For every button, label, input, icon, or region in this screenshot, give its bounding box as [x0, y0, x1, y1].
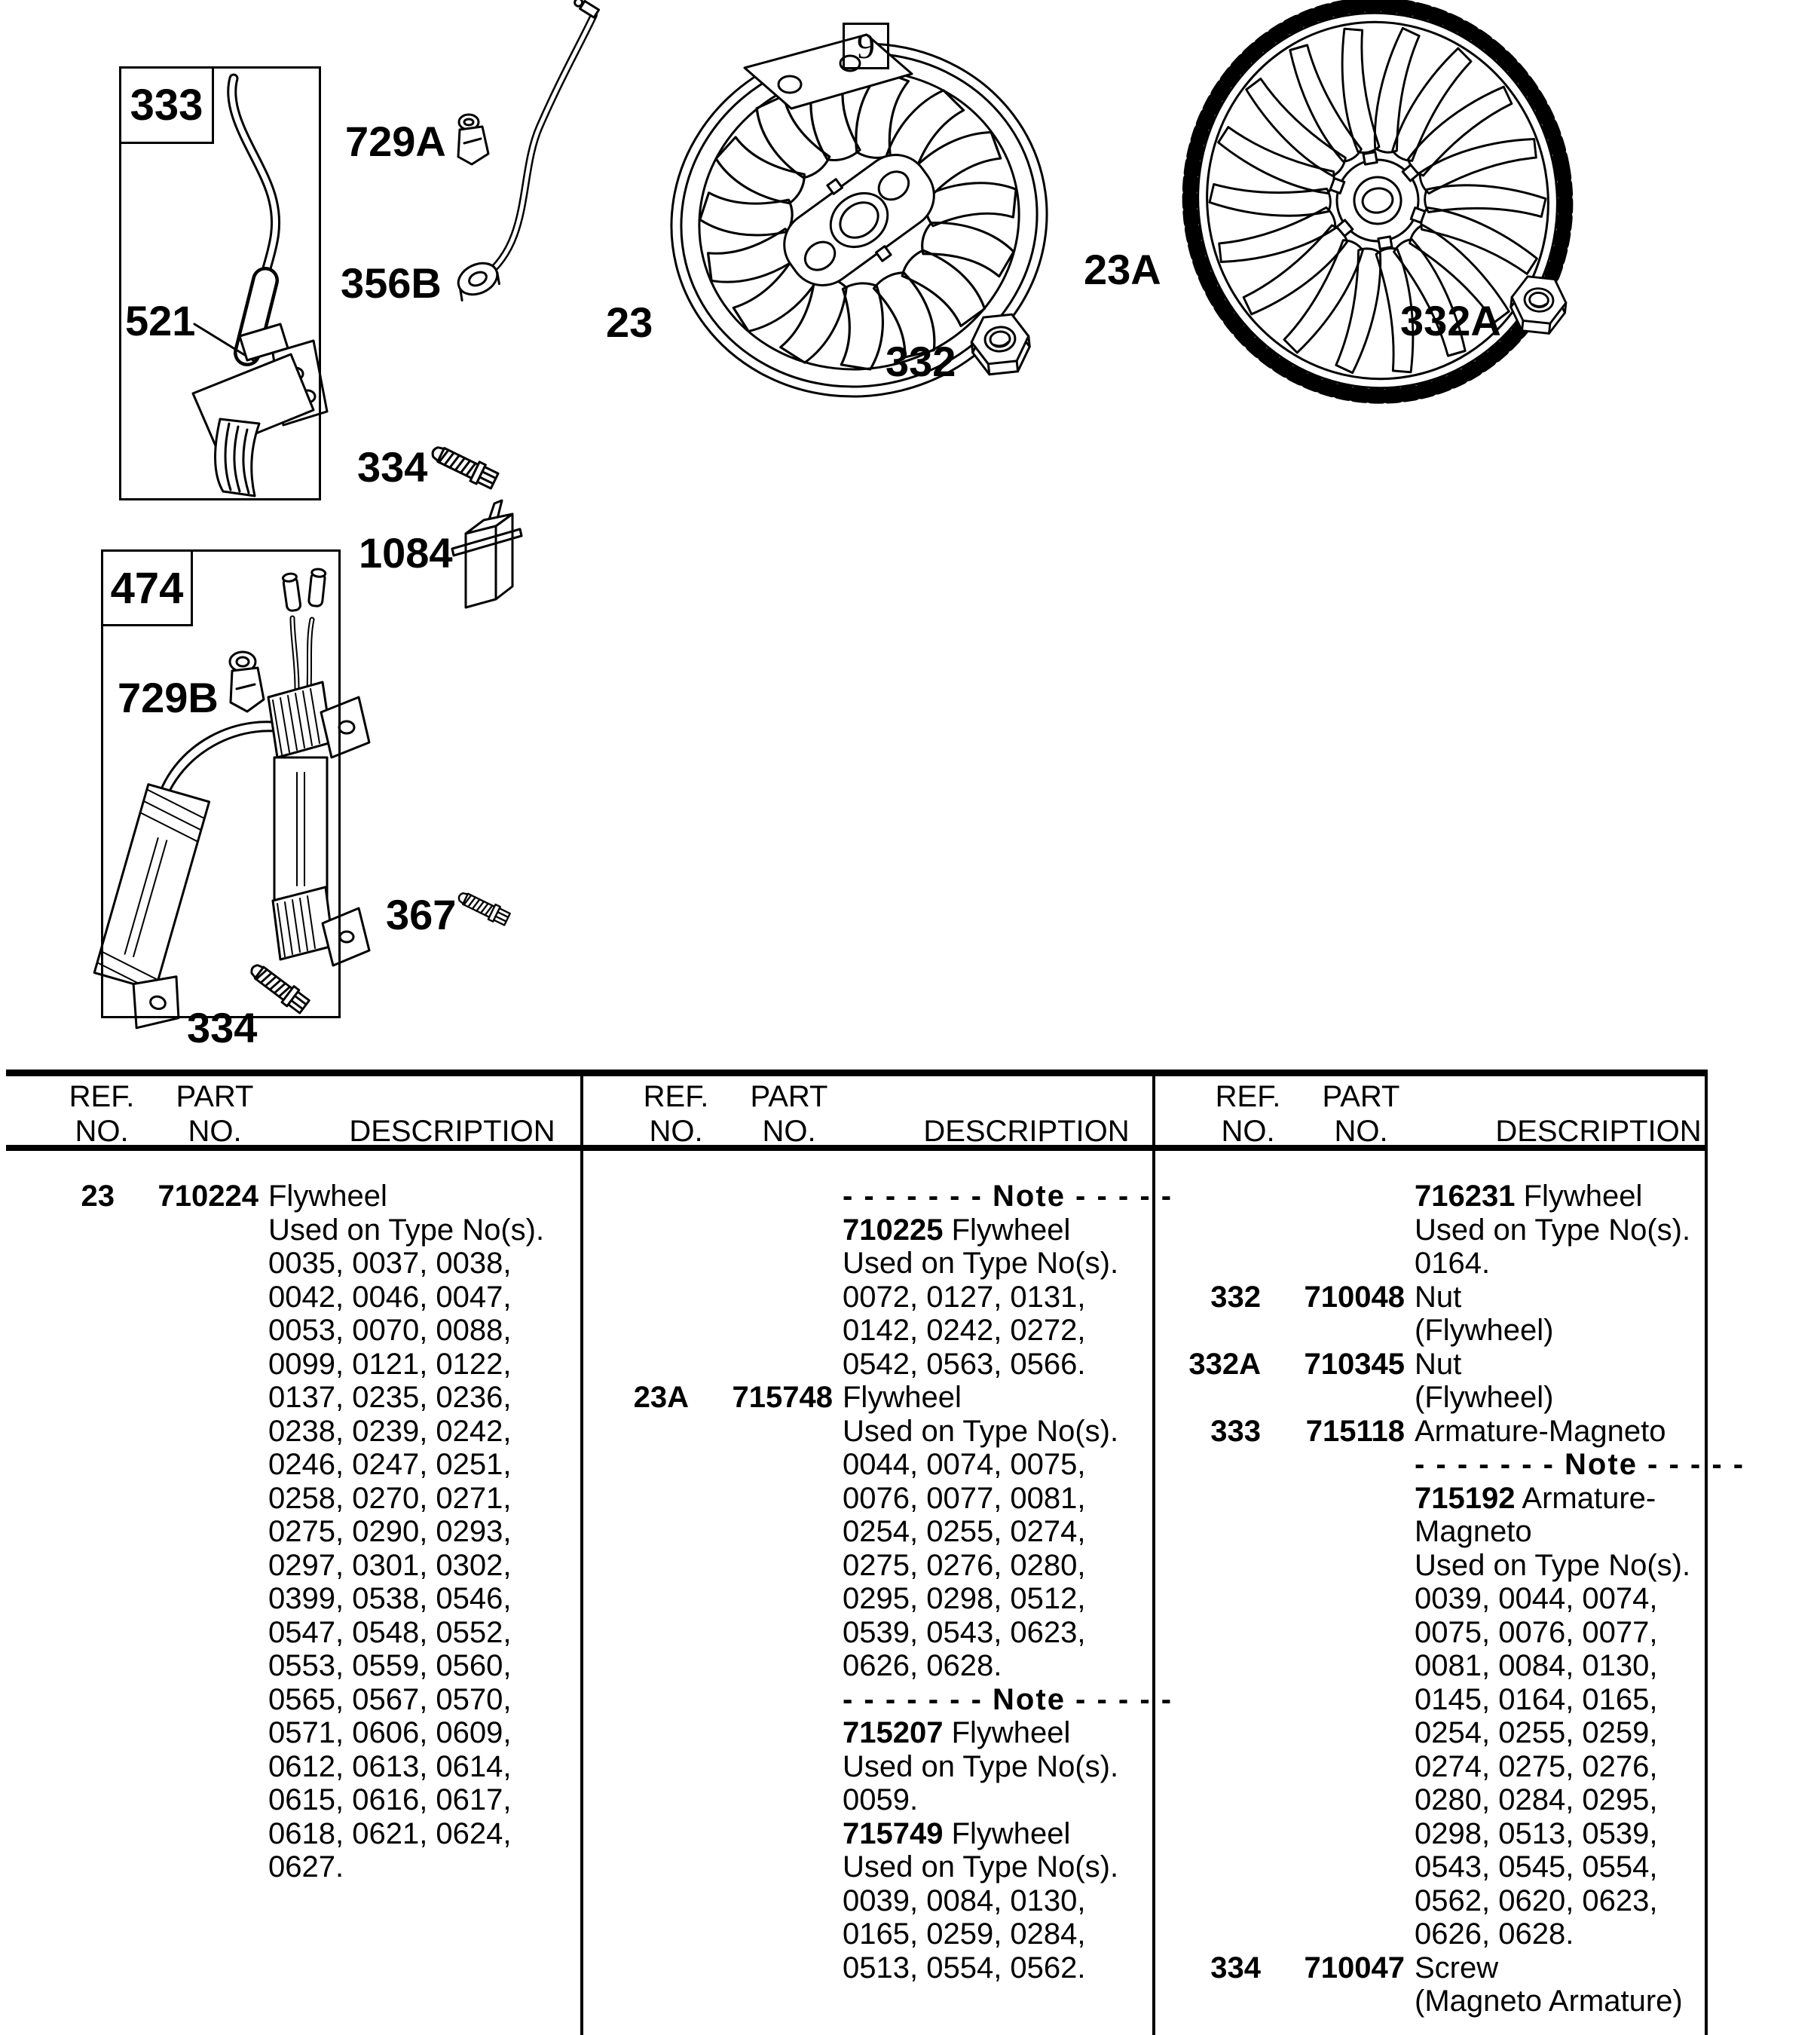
table-line	[6, 1247, 575, 1281]
table-line	[1152, 1314, 1721, 1348]
parts-table-column-2	[580, 1180, 1173, 1985]
description-text: 0254, 0255, 0274,	[843, 1515, 1086, 1548]
table-line	[580, 1716, 1149, 1750]
description-text: 0142, 0242, 0272,	[843, 1314, 1086, 1347]
description-text: 0615, 0616, 0617,	[268, 1783, 512, 1816]
table-line	[580, 1415, 1149, 1449]
table-line	[1152, 1683, 1721, 1717]
parts-table-column-3	[1152, 1180, 1745, 2018]
table-line	[1152, 1381, 1721, 1415]
description-text: Nut	[1415, 1280, 1462, 1314]
description-text: 0072, 0127, 0131,	[843, 1280, 1086, 1314]
table-line	[6, 1649, 575, 1683]
description-text: 715207 Flywheel	[843, 1716, 1071, 1749]
description-text: 0275, 0276, 0280,	[843, 1548, 1086, 1582]
part-no: 710048	[1304, 1280, 1405, 1314]
table-line	[1152, 1582, 1721, 1616]
table-line	[580, 1817, 1149, 1851]
table-line	[580, 1482, 1149, 1516]
group-box-333	[119, 66, 321, 500]
table-line	[1152, 1281, 1721, 1314]
description-text: (Magneto Armature)	[1415, 1985, 1683, 2018]
part-no: 710224	[158, 1180, 258, 1213]
table-line	[580, 1281, 1149, 1314]
connector-1084-illustration	[452, 500, 522, 607]
description-text: 0513, 0554, 0562.	[843, 1951, 1086, 1985]
part-no: 715118	[1305, 1414, 1405, 1448]
description-text: 0039, 0084, 0130,	[843, 1884, 1086, 1917]
callout-1084: 1084	[359, 529, 453, 577]
description-text: - - - - - - - Note - - - - -	[843, 1180, 1173, 1213]
description-text: Used on Type No(s).	[1415, 1213, 1691, 1247]
ref-no: 23	[81, 1180, 115, 1213]
table-line	[1152, 1750, 1721, 1784]
description-text: 0039, 0044, 0074,	[1415, 1582, 1658, 1615]
table-line	[6, 1448, 575, 1482]
table-line	[1152, 1348, 1721, 1382]
ref-no: 334	[1210, 1951, 1261, 1985]
table-line	[6, 1348, 575, 1382]
header-desc-col1: DESCRIPTION	[349, 1115, 555, 1148]
description-text: 710225 Flywheel	[843, 1213, 1071, 1247]
table-line	[1152, 1482, 1721, 1516]
ref-no: 332	[1210, 1280, 1261, 1314]
callout-332a: 332A	[1400, 297, 1501, 344]
table-line	[580, 1750, 1149, 1784]
description-text: 0076, 0077, 0081,	[843, 1481, 1086, 1515]
description-text: 0059.	[843, 1783, 919, 1816]
table-line	[580, 1180, 1173, 1213]
description-text: 715749 Flywheel	[843, 1816, 1071, 1850]
callout-521: 521	[125, 297, 196, 344]
description-text: 0145, 0164, 0165,	[1415, 1682, 1658, 1716]
table-line	[1152, 1515, 1721, 1549]
screw-367-illustration	[456, 889, 511, 927]
description-text: 0627.	[268, 1850, 344, 1884]
description-text: 0539, 0543, 0623,	[843, 1615, 1086, 1649]
callout-729b: 729B	[118, 674, 219, 721]
description-text: Armature-Magneto	[1415, 1414, 1666, 1448]
description-text: Flywheel	[843, 1381, 962, 1414]
description-text: Flywheel	[268, 1180, 387, 1213]
table-line	[580, 1549, 1149, 1583]
header-part-col2: PART NO.	[750, 1080, 828, 1148]
table-line	[580, 1616, 1149, 1650]
description-text: Used on Type No(s).	[1415, 1548, 1691, 1582]
description-text: Used on Type No(s).	[843, 1749, 1119, 1783]
description-text: 0042, 0046, 0047,	[268, 1280, 512, 1314]
description-text: 0553, 0559, 0560,	[268, 1649, 512, 1682]
table-line	[1152, 1448, 1745, 1482]
group-box-474-label	[101, 549, 193, 626]
description-text: 0035, 0037, 0038,	[268, 1247, 512, 1280]
table-line	[1152, 1985, 1721, 2018]
description-text: 0075, 0076, 0077,	[1415, 1615, 1658, 1649]
description-text: 0399, 0538, 0546,	[268, 1582, 512, 1615]
table-line	[580, 1381, 1149, 1415]
flywheel-23a-illustration	[1159, 0, 1597, 426]
table-line	[1152, 1616, 1721, 1650]
table-line	[1152, 1213, 1721, 1247]
table-line	[6, 1783, 575, 1817]
table-line	[6, 1549, 575, 1583]
table-line	[6, 1582, 575, 1616]
callout-23a: 23A	[1084, 246, 1161, 293]
description-text: 0612, 0613, 0614,	[268, 1749, 512, 1783]
header-desc-col3: DESCRIPTION	[1495, 1115, 1702, 1148]
description-text: 0246, 0247, 0251,	[268, 1448, 512, 1481]
description-text: 0099, 0121, 0122,	[268, 1347, 512, 1381]
table-line	[1152, 1549, 1721, 1583]
description-text: 0295, 0298, 0512,	[843, 1582, 1086, 1615]
table-line	[580, 1850, 1149, 1884]
table-line	[580, 1314, 1149, 1348]
table-line	[6, 1817, 575, 1851]
table-line	[1152, 1850, 1721, 1884]
header-desc-col2: DESCRIPTION	[923, 1115, 1130, 1148]
description-text: 0274, 0275, 0276,	[1415, 1749, 1658, 1783]
description-text: 0137, 0235, 0236,	[268, 1381, 512, 1414]
callout-333: 333	[130, 81, 203, 130]
description-text: 0571, 0606, 0609,	[268, 1716, 512, 1749]
description-text: 0626, 0628.	[1415, 1917, 1574, 1951]
header-ref-col3: REF. NO.	[1215, 1080, 1281, 1148]
table-line	[580, 1247, 1149, 1281]
part-no: 715748	[732, 1381, 833, 1414]
table-line	[1152, 1917, 1721, 1951]
table-line	[580, 1951, 1149, 1985]
description-text: Screw	[1415, 1951, 1499, 1985]
table-line	[6, 1415, 575, 1449]
table-line	[1152, 1180, 1721, 1213]
table-line	[580, 1582, 1149, 1616]
table-line	[1152, 1247, 1721, 1281]
group-box-474	[101, 549, 341, 1018]
description-text: 0044, 0074, 0075,	[843, 1448, 1086, 1481]
callout-9: 9	[857, 26, 875, 66]
description-text: 0238, 0239, 0242,	[268, 1414, 512, 1448]
description-text: 0297, 0301, 0302,	[268, 1548, 512, 1582]
part-no: 710047	[1304, 1951, 1405, 1985]
description-text: (Flywheel)	[1415, 1314, 1554, 1347]
table-top-rule	[6, 1070, 1706, 1076]
description-text: Magneto	[1415, 1515, 1532, 1548]
callout-356b: 356B	[341, 259, 442, 307]
table-line	[6, 1616, 575, 1650]
table-line	[580, 1213, 1149, 1247]
table-line	[6, 1213, 575, 1247]
table-line	[580, 1649, 1149, 1683]
ref-no: 333	[1210, 1414, 1261, 1448]
description-text: 0543, 0545, 0554,	[1415, 1850, 1658, 1884]
parts-table-column-1	[6, 1180, 575, 1884]
table-line	[580, 1884, 1149, 1918]
callout-367: 367	[386, 891, 457, 938]
description-text: 0626, 0628.	[843, 1649, 1002, 1682]
table-line	[1152, 1415, 1721, 1449]
description-text: 0562, 0620, 0623,	[1415, 1884, 1658, 1917]
group-box-333-label	[119, 66, 214, 144]
description-text: 716231 Flywheel	[1415, 1180, 1643, 1213]
header-part-col3: PART NO.	[1322, 1080, 1400, 1148]
header-ref-col1: REF. NO.	[69, 1080, 135, 1148]
description-text: (Flywheel)	[1415, 1381, 1554, 1414]
description-text: 0254, 0255, 0259,	[1415, 1716, 1658, 1749]
callout-332: 332	[886, 338, 956, 385]
table-line	[580, 1783, 1149, 1817]
callout-9-keybox	[843, 23, 889, 69]
description-text: 0542, 0563, 0566.	[843, 1347, 1086, 1381]
table-line	[580, 1682, 1173, 1717]
description-text: 0275, 0290, 0293,	[268, 1515, 512, 1548]
header-ref-col2: REF. NO.	[643, 1080, 709, 1148]
callout-474: 474	[110, 563, 184, 613]
description-text: 0565, 0567, 0570,	[268, 1682, 512, 1716]
description-text: 0164.	[1415, 1247, 1491, 1280]
description-text: 0618, 0621, 0624,	[268, 1816, 512, 1850]
table-line	[1152, 1951, 1721, 1985]
description-text: - - - - - - - Note - - - - -	[843, 1682, 1173, 1716]
callout-23: 23	[606, 298, 653, 346]
ref-no: 23A	[633, 1381, 689, 1414]
table-line	[6, 1716, 575, 1750]
table-line	[1152, 1716, 1721, 1750]
screw-334-top-illustration	[429, 442, 500, 491]
table-line	[1152, 1817, 1721, 1851]
callout-334-top: 334	[357, 443, 428, 491]
table-line	[6, 1381, 575, 1415]
callout-334-bottom: 334	[187, 1004, 258, 1051]
table-line	[6, 1281, 575, 1314]
table-line	[1152, 1783, 1721, 1817]
table-line	[6, 1482, 575, 1516]
table-line	[580, 1515, 1149, 1549]
description-text: Used on Type No(s).	[268, 1213, 545, 1247]
table-line	[6, 1180, 575, 1213]
description-text: 715192 Armature-	[1415, 1481, 1656, 1515]
description-text: Used on Type No(s).	[843, 1414, 1119, 1448]
table-line	[580, 1348, 1149, 1382]
description-text: - - - - - - - Note - - - - -	[1415, 1448, 1745, 1481]
table-line	[6, 1515, 575, 1549]
table-line	[6, 1314, 575, 1348]
table-line	[1152, 1649, 1721, 1683]
description-text: 0258, 0270, 0271,	[268, 1481, 512, 1515]
description-text: Used on Type No(s).	[843, 1850, 1119, 1884]
table-line	[6, 1683, 575, 1717]
table-line	[6, 1850, 575, 1884]
header-part-col1: PART NO.	[176, 1080, 254, 1148]
table-line	[580, 1448, 1149, 1482]
description-text: 0081, 0084, 0130,	[1415, 1649, 1658, 1682]
description-text: 0547, 0548, 0552,	[268, 1615, 512, 1649]
part-no: 710345	[1304, 1347, 1405, 1381]
description-text: 0280, 0284, 0295,	[1415, 1783, 1658, 1816]
description-text: Used on Type No(s).	[843, 1247, 1119, 1280]
description-text: 0298, 0513, 0539,	[1415, 1816, 1658, 1850]
table-line	[580, 1917, 1149, 1951]
callout-729a: 729A	[345, 118, 446, 165]
description-text: 0165, 0259, 0284,	[843, 1917, 1086, 1951]
table-line	[6, 1750, 575, 1784]
clamp-729a-illustration	[458, 115, 488, 164]
description-text: Nut	[1415, 1347, 1462, 1381]
description-text: 0053, 0070, 0088,	[268, 1314, 512, 1347]
table-line	[1152, 1884, 1721, 1918]
ref-no: 332A	[1188, 1347, 1261, 1381]
